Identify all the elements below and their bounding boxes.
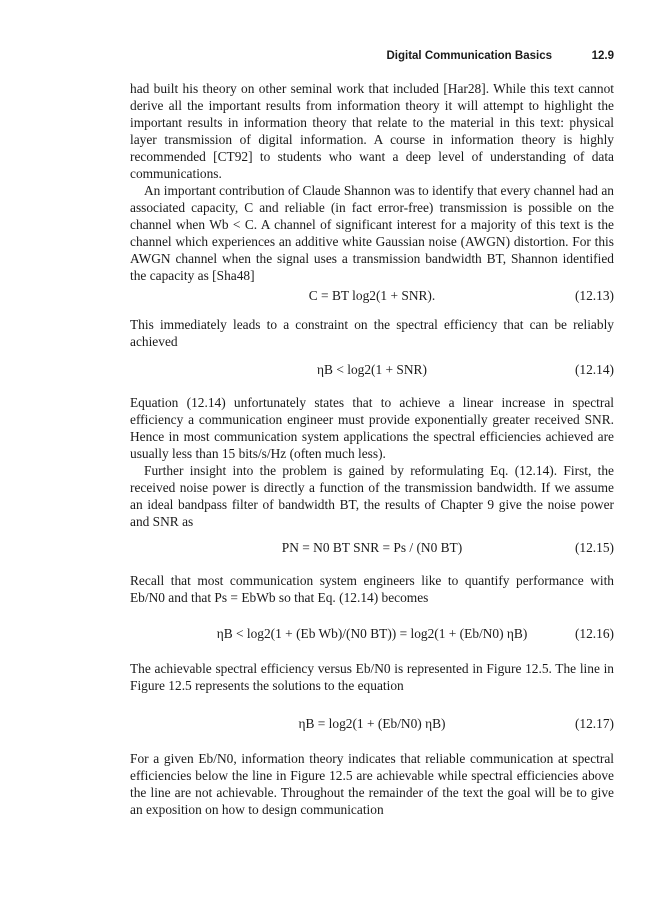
equation-12-16 — [130, 622, 614, 646]
equation-12-17-number: (12.17) — [574, 716, 614, 731]
equation-12-17-body: ηB = log2(1 + (Eb/N0) ηB) — [298, 716, 446, 731]
equation-12-15-number: (12.15) — [574, 540, 614, 555]
paragraph-5: Further insight into the problem is gained by reformulating Eq. (12.14). First, the received noise power is directly a function of the transmission bandwidth. If we assume an ideal bandpass filter of bandwidth BT, the results of Chapter 9 give the noise power and SNR as — [130, 463, 614, 529]
paragraph-8: For a given Eb/N0, information theory indicates that reliable communication at spectral efficiencies below the line in Figure 12.5 are achievable while spectral efficiencies above the line are not achievable. Throughout the remainder of the text the goal will be to give an exposition on how to design communication — [130, 751, 614, 817]
paragraph-6: Recall that most communication system engineers like to quantify performance with Eb/N0 and that Ps = EbWb so that Eq. (12.14) becomes — [130, 573, 614, 605]
running-title: Digital Communication Basics — [386, 50, 552, 62]
equation-12-13-body: C = BT log2(1 + SNR). — [308, 288, 436, 303]
running-header — [130, 50, 614, 66]
page-number: 12.9 — [591, 50, 614, 62]
equation-12-15 — [130, 536, 614, 560]
equation-12-16-body: ηB < log2(1 + (Eb Wb)/(N0 BT)) = log2(1 + (Eb/N0) ηB) — [216, 626, 528, 641]
paragraph-1: had built his theory on other seminal work that included [Har28]. While this text cannot derive all the important results from information theory it will attempt to highlight the important results in information theory that relate to the material in this text: physical layer transmission of digital information. A course in information theory is highly recommended [CT92] to students who want a deep level of understanding of data communications. — [130, 81, 614, 181]
paragraph-4: Equation (12.14) unfortunately states that to achieve a linear increase in spectral efficiency a communication engineer must provide exponentially greater received SNR. Hence in most communication system applications the spectral efficiencies achieved are usually less than 15 bits/s/Hz (often much less). — [130, 395, 614, 461]
equation-12-16-number: (12.16) — [574, 626, 614, 641]
equation-12-17 — [130, 712, 614, 736]
equation-12-14-number: (12.14) — [574, 362, 614, 377]
paragraph-3: This immediately leads to a constraint on the spectral efficiency that can be reliably achieved — [130, 317, 614, 349]
equation-12-14-body: ηB < log2(1 + SNR) — [317, 362, 427, 377]
paragraph-7: The achievable spectral efficiency versus Eb/N0 is represented in Figure 12.5. The line in Figure 12.5 represents the solutions to the equation — [130, 661, 614, 693]
equation-12-15-body: PN = N0 BT SNR = Ps / (N0 BT) — [281, 540, 463, 555]
equation-12-13-number: (12.13) — [574, 288, 614, 303]
equation-12-13 — [130, 284, 614, 308]
paragraph-2: An important contribution of Claude Shannon was to identify that every channel had an associated capacity, C and reliable (in fact error-free) transmission is possible on the channel when Wb < C. A channel of significant interest for a majority of this text is the channel which experiences an additive white Gaussian noise (AWGN) distortion. For this AWGN channel when the signal uses a transmission bandwidth BT, Shannon identified the capacity as [Sha48] — [130, 183, 614, 283]
equation-12-14 — [130, 358, 614, 382]
